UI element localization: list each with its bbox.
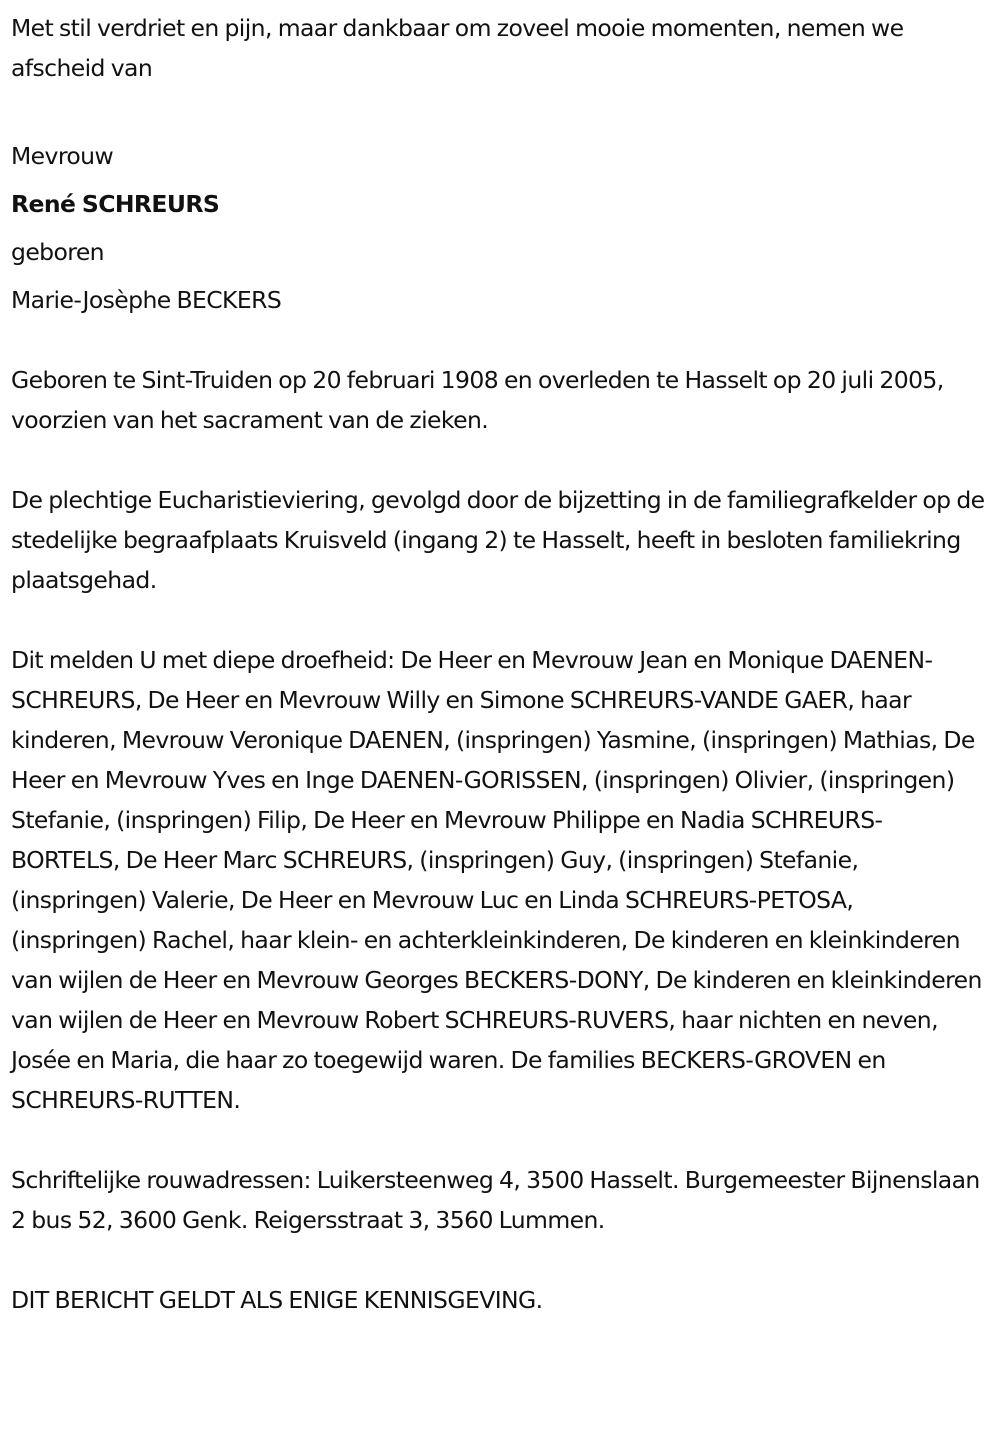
deceased-title: Mevrouw [11,142,114,170]
deceased-name: René SCHREURS [11,190,220,218]
intro-text: Met stil verdriet en pijn, maar dankbaar om zoveel mooie momenten, nemen we afscheid van [11,14,904,82]
born-label: geboren [11,238,104,266]
birth-death-paragraph: Geboren te Sint-Truiden op 20 februari 1908 en overleden te Hasselt op 20 juli 2005, voorzien van het sacrament van de zieken. [11,366,944,434]
birth-name: Marie-Josèphe BECKERS [11,286,282,314]
addresses-paragraph: Schriftelijke rouwadressen: Luikersteenweg 4, 3500 Hasselt. Burgemeester Bijnenslaan 2 bus 52, 3600 Genk. Reigersstraat 3, 3560 Lummen. [11,1166,980,1234]
deceased-name-block [11,132,989,324]
ceremony-paragraph: De plechtige Eucharistieviering, gevolgd door de bijzetting in de familiegrafkelder op de stedelijke begraafplaats Kruisveld (ingang 2) te Hasselt, heeft in besloten familiekring plaatsgehad. [11,486,985,594]
family-paragraph: Dit melden U met diepe droefheid: De Heer en Mevrouw Jean en Monique DAENEN-SCHREURS, De Heer en Mevrouw Willy en Simone SCHREURS-VANDE GAER, haar kinderen, Mevrouw Veronique DAENEN, (inspringen) Yasmine, (inspringen) Mathias, De Heer en Mevrouw Yves en Inge DAENEN-GORISSEN, (inspringen) Olivier, (inspringen) Stefanie, (inspringen) Filip, De Heer en Mevrouw Philippe en Nadia SCHREURS-BORTELS, De Heer Marc SCHREURS, (inspringen) Guy, (inspringen) Stefanie, (inspringen) Valerie, De Heer en Mevrouw Luc en Linda SCHREURS-PETOSA, (inspringen) Rachel, haar klein- en achterkleinkinderen, De kinderen en kleinkinderen van wijlen de Heer en Mevrouw Georges BECKERS-DONY, De kinderen en kleinkinderen van wijlen de Heer en Mevrouw Robert SCHREURS-RUVERS, haar nichten en neven, Josée en Maria, die haar zo toegewijd waren. De families BECKERS-GROVEN en SCHREURS-RUTTEN. [11,646,982,1114]
notice-paragraph: DIT BERICHT GELDT ALS ENIGE KENNISGEVING. [11,1286,543,1314]
